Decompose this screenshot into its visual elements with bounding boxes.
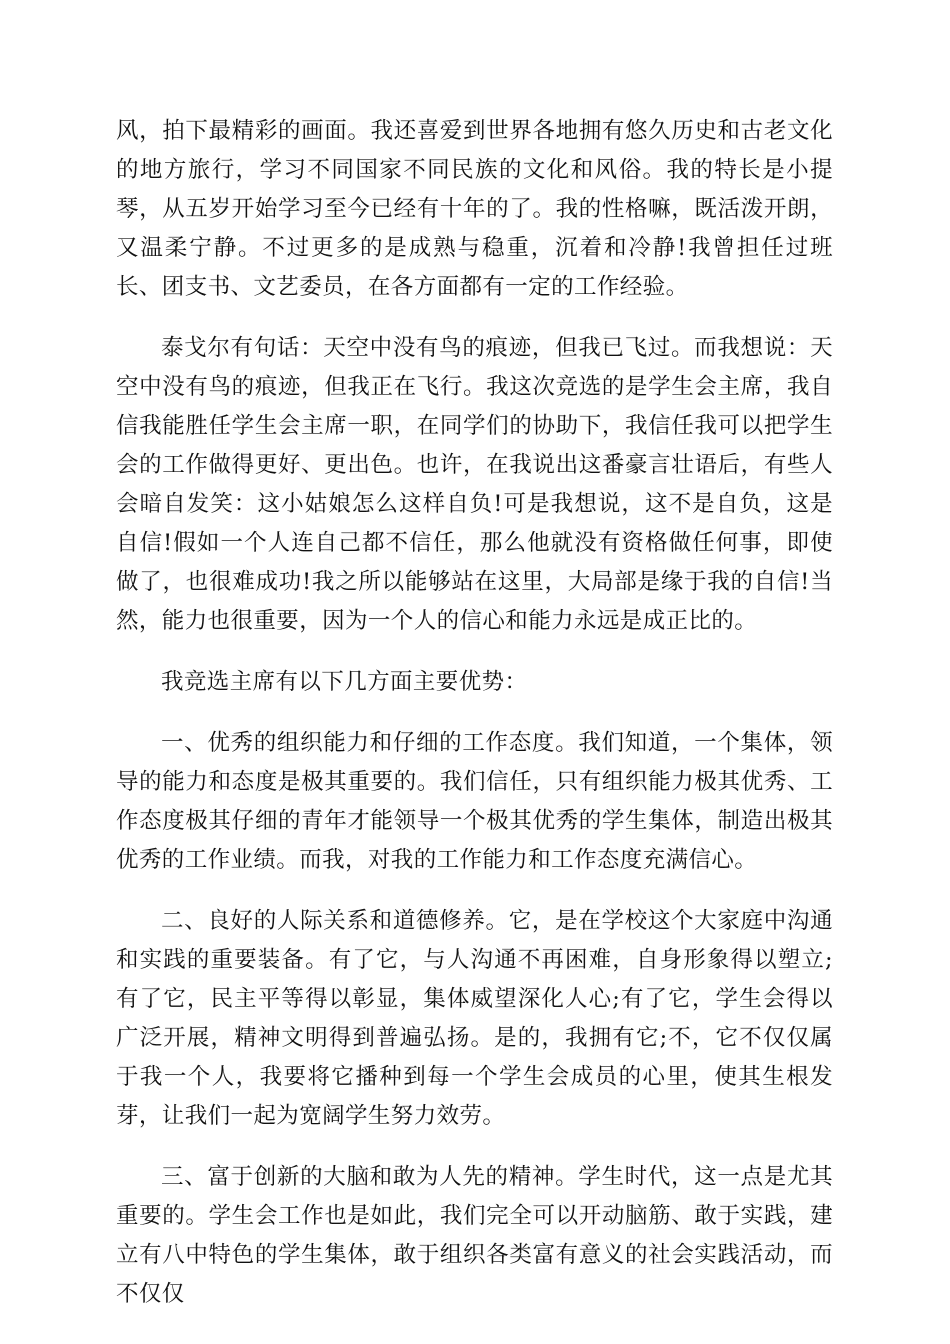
paragraph-continued: 风，拍下最精彩的画面。我还喜爱到世界各地拥有悠久历史和古老文化的地方旅行，学习不同国家不同民族的文化和风俗。我的特长是小提琴，从五岁开始学习至今已经有十年的了。我的性格嘛，既活泼开朗，又温柔宁静。不过更多的是成熟与稳重，沉着和冷静!我曾担任过班长、团支书、文艺委员，在各方面都有一定的工作经验。 [116,118,833,300]
paragraph-advantage-three: 三、富于创新的大脑和敢为人先的精神。学生时代，这一点是尤其重要的。学生会工作也是如此，我们完全可以开动脑筋、敢于实践，建立有八中特色的学生集体，敢于组织各类富有意义的社会实践活动，而不仅仅 [116,1164,833,1307]
paragraph-advantage-two: 二、良好的人际关系和道德修养。它，是在学校这个大家庭中沟通和实践的重要装备。有了它，与人沟通不再困难，自身形象得以塑立;有了它，民主平等得以彰显，集体威望深化人心;有了它，学生会得以广泛开展，精神文明得到普遍弘扬。是的，我拥有它;不，它不仅仅属于我一个人，我要将它播种到每一个学生会成员的心里，使其生根发芽，让我们一起为宽阔学生努力效劳。 [116,908,833,1129]
document-body [116,112,833,1336]
paragraph-tagore-quote: 泰戈尔有句话：天空中没有鸟的痕迹，但我已飞过。而我想说：天空中没有鸟的痕迹，但我正在飞行。我这次竞选的是学生会主席，我自信我能胜任学生会主席一职，在同学们的协助下，我信任我可以把学生会的工作做得更好、更出色。也许，在我说出这番豪言壮语后，有些人会暗自发笑：这小姑娘怎么这样自负!可是我想说，这不是自负，这是自信!假如一个人连自己都不信任，那么他就没有资格做任何事，即使做了，也很难成功!我之所以能够站在这里，大局部是缘于我的自信!当然，能力也很重要，因为一个人的信心和能力永远是成正比的。 [116,335,833,634]
paragraph-advantages-intro: 我竞选主席有以下几方面主要优势： [161,669,528,695]
paragraph-advantage-one: 一、优秀的组织能力和仔细的工作态度。我们知道，一个集体，领导的能力和态度是极其重要的。我们信任，只有组织能力极其优秀、工作态度极其仔细的青年才能领导一个极其优秀的学生集体，制造出极其优秀的工作业绩。而我，对我的工作能力和工作态度充满信心。 [116,730,833,873]
